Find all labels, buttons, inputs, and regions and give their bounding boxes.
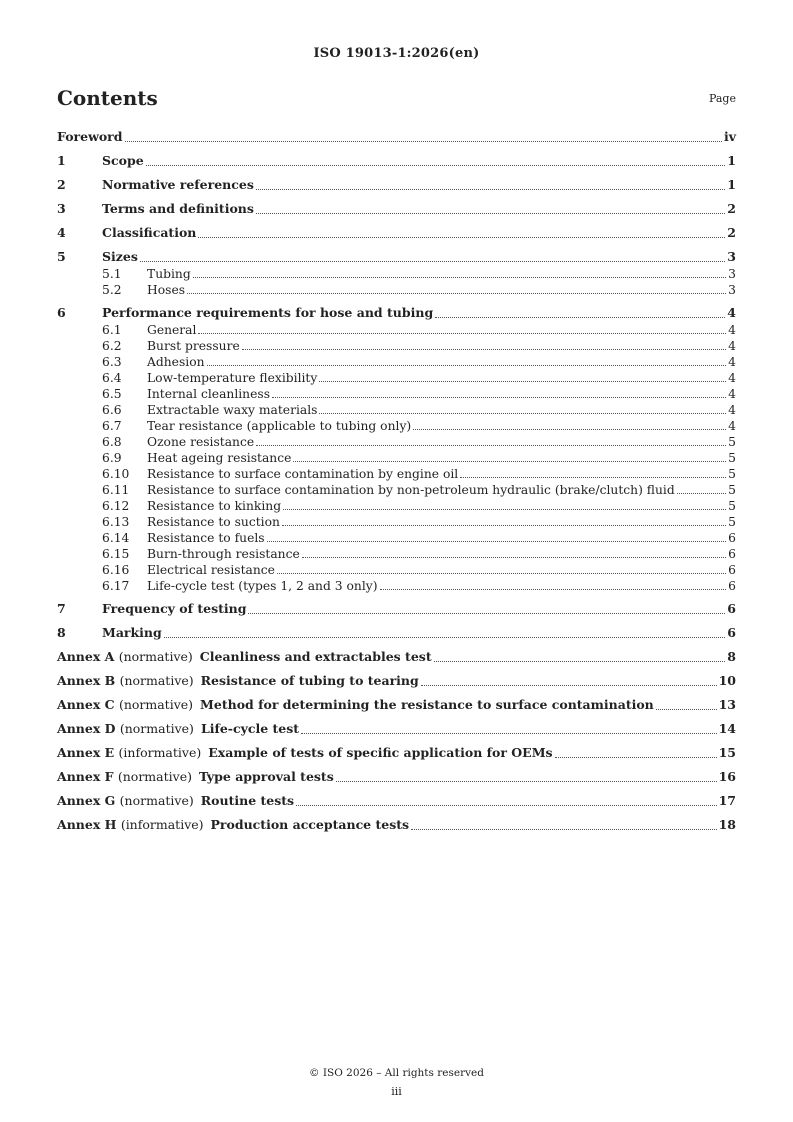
dot-leader (207, 364, 726, 366)
toc-entry-number: 5.2 (102, 283, 122, 297)
toc-entry-number: 7 (57, 601, 66, 616)
toc-entry-page: 4 (728, 387, 736, 401)
toc-entry-page: 15 (718, 745, 736, 760)
toc-entry[interactable] (57, 128, 736, 146)
document-id: ISO 19013-1:2026(en) (313, 46, 480, 61)
copyright-notice: © ISO 2026 – All rights reserved (309, 1067, 484, 1079)
dot-leader (146, 164, 726, 166)
dot-leader (283, 508, 726, 510)
toc-entry[interactable] (57, 304, 736, 322)
toc-entry-page: 5 (728, 483, 736, 497)
toc-entry-number: 6.8 (102, 435, 122, 449)
toc-entry-title: Extractable waxy materials (147, 403, 318, 417)
toc-entry-page: 4 (728, 355, 736, 369)
dot-leader (411, 828, 717, 830)
toc-entry[interactable] (57, 672, 736, 690)
dot-leader (302, 556, 726, 558)
toc-entry-page: 5 (728, 435, 736, 449)
toc-entry-title: Cleanliness and extractables test (199, 649, 432, 664)
toc-entry-page: 4 (728, 419, 736, 433)
toc-entry-page: 6 (728, 579, 736, 593)
toc-entry-page: 6 (728, 531, 736, 545)
toc-entry-title: Burn-through resistance (147, 547, 300, 561)
annex-kind: (informative) (118, 745, 202, 760)
toc-entry-page: 1 (727, 177, 736, 192)
dot-leader (248, 612, 725, 614)
toc-entry-title: Performance requirements for hose and tubing (102, 305, 434, 320)
toc-entry[interactable] (57, 248, 736, 266)
toc-entry[interactable] (57, 744, 736, 762)
dot-leader (282, 524, 726, 526)
toc-entry[interactable] (57, 224, 736, 242)
toc-entry-page: 2 (727, 201, 736, 216)
annex-kind: (normative) (117, 769, 192, 784)
toc-entry-number: 6 (57, 305, 66, 320)
toc-entry-title: Internal cleanliness (147, 387, 270, 401)
toc-entry[interactable] (57, 200, 736, 218)
toc-entry-title: Life-cycle test (200, 721, 300, 736)
dot-leader (256, 444, 726, 446)
toc-entry-title: Heat ageing resistance (147, 451, 292, 465)
toc-entry[interactable] (57, 562, 736, 578)
toc-entry-page: 5 (728, 467, 736, 481)
toc-entry-title: General (147, 323, 197, 337)
dot-leader (164, 636, 726, 638)
toc-entry-number: 6.15 (102, 547, 130, 561)
annex-kind: (normative) (118, 697, 194, 712)
toc-entry-page: 1 (727, 153, 736, 168)
annex-kind: (informative) (120, 817, 204, 832)
toc-entry-number: 6.17 (102, 579, 130, 593)
toc-entry[interactable] (57, 498, 736, 514)
toc-entry-number: 6.16 (102, 563, 130, 577)
toc-entry-title: Tear resistance (applicable to tubing only) (147, 419, 412, 433)
toc-entry-title: Resistance to surface contamination by non-petroleum hydraulic (brake/clutch) fluid (147, 483, 675, 497)
toc-entry-number: 4 (57, 225, 66, 240)
dot-leader (242, 348, 726, 350)
toc-entry-page: 4 (727, 305, 736, 320)
toc-entry-title: Routine tests (200, 793, 295, 808)
toc-entry-page: 6 (728, 547, 736, 561)
toc-entry-page: 6 (727, 625, 736, 640)
dot-leader (656, 708, 717, 710)
toc-entry[interactable] (57, 282, 736, 298)
dot-leader (555, 756, 717, 758)
toc-entry-title: Foreword (57, 129, 123, 144)
toc-entry-page: 16 (718, 769, 736, 784)
contents-heading: Contents (57, 86, 158, 110)
toc-entry-page: 2 (727, 225, 736, 240)
toc-entry[interactable] (57, 816, 736, 834)
dot-leader (434, 660, 726, 662)
annex-label: Annex H (57, 817, 117, 832)
dot-leader (677, 492, 726, 494)
dot-leader (193, 276, 726, 278)
annex-label: Annex B (57, 673, 116, 688)
annex-kind: (normative) (118, 649, 193, 664)
toc-entry-page: 5 (728, 515, 736, 529)
toc-entry[interactable] (57, 530, 736, 546)
toc-entry-page: 4 (728, 403, 736, 417)
toc-entry[interactable] (57, 370, 736, 386)
annex-label: Annex G (57, 793, 116, 808)
toc-entry-title: Marking (102, 625, 162, 640)
toc-entry[interactable] (57, 546, 736, 562)
toc-entry-title: Life-cycle test (types 1, 2 and 3 only) (147, 579, 378, 593)
annex-kind: (normative) (119, 721, 194, 736)
dot-leader (293, 460, 726, 462)
annex-label: Annex E (57, 745, 115, 760)
toc-entry[interactable] (57, 152, 736, 170)
toc-entry-title: Resistance of tubing to tearing (200, 673, 419, 688)
toc-entry-number: 6.1 (102, 323, 122, 337)
toc-entry-title: Production acceptance tests (210, 817, 410, 832)
toc-entry-title: Ozone resistance (147, 435, 255, 449)
toc-entry[interactable] (57, 720, 736, 738)
toc-entry-number: 6.7 (102, 419, 122, 433)
toc-entry[interactable] (57, 624, 736, 642)
dot-leader (319, 380, 726, 382)
toc-entry-title: Scope (102, 153, 144, 168)
toc-entry-page: 13 (718, 697, 736, 712)
toc-entry-page: 3 (728, 267, 736, 281)
toc-entry-number: 8 (57, 625, 66, 640)
toc-entry-page: 8 (727, 649, 736, 664)
dot-leader (421, 684, 717, 686)
toc-entry-number: 6.6 (102, 403, 122, 417)
toc-entry-number: 6.13 (102, 515, 130, 529)
toc-entry-page: 3 (728, 283, 736, 297)
toc-entry-page: 18 (718, 817, 736, 832)
dot-leader (125, 140, 722, 142)
dot-leader (319, 412, 726, 414)
dot-leader (380, 588, 727, 590)
toc-entry-title: Frequency of testing (102, 601, 247, 616)
page-number: iii (391, 1085, 402, 1098)
toc-entry[interactable] (57, 402, 736, 418)
toc-entry-number: 6.3 (102, 355, 122, 369)
toc-entry-page: 5 (728, 499, 736, 513)
toc-entry-page: 5 (728, 451, 736, 465)
dot-leader (140, 260, 725, 262)
toc-entry[interactable] (57, 792, 736, 810)
toc-entry-number: 6.2 (102, 339, 122, 353)
toc-entry-number: 6.9 (102, 451, 122, 465)
annex-kind: (normative) (119, 793, 194, 808)
toc-entry-title: Resistance to surface contamination by engine oil (147, 467, 459, 481)
toc-entry[interactable] (57, 466, 736, 482)
toc-entry-number: 5 (57, 249, 66, 264)
toc-entry[interactable] (57, 338, 736, 354)
toc-entry[interactable] (57, 514, 736, 530)
toc-entry-page: 10 (718, 673, 736, 688)
toc-entry[interactable] (57, 696, 736, 714)
dot-leader (267, 540, 726, 542)
annex-kind: (normative) (119, 673, 194, 688)
toc-entry-title: Tubing (147, 267, 191, 281)
dot-leader (256, 212, 725, 214)
annex-label: Annex A (57, 649, 115, 664)
toc-entry-number: 6.11 (102, 483, 130, 497)
dot-leader (198, 236, 725, 238)
dot-leader (277, 572, 726, 574)
dot-leader (435, 316, 725, 318)
toc-entry[interactable] (57, 386, 736, 402)
toc-entry[interactable] (57, 434, 736, 450)
toc-entry-page: 6 (727, 601, 736, 616)
toc-entry-title: Resistance to fuels (147, 531, 265, 545)
toc-entry[interactable] (57, 600, 736, 618)
toc-entry-title: Terms and definitions (102, 201, 254, 216)
toc-entry-title: Resistance to suction (147, 515, 280, 529)
toc-entry-title: Example of tests of specific application for OEMs (208, 745, 553, 760)
dot-leader (256, 188, 725, 190)
dot-leader (187, 292, 726, 294)
toc-entry-number: 6.12 (102, 499, 130, 513)
toc-entry-number: 6.10 (102, 467, 130, 481)
toc-entry-page: iv (723, 129, 736, 144)
toc-entry[interactable] (57, 354, 736, 370)
toc-entry-number: 6.5 (102, 387, 122, 401)
toc-entry[interactable] (57, 648, 736, 666)
toc-entry[interactable] (57, 768, 736, 786)
toc-entry-title: Type approval tests (198, 769, 334, 784)
toc-entry-number: 6.14 (102, 531, 130, 545)
toc-entry-title: Hoses (147, 283, 186, 297)
toc-entry-page: 4 (728, 371, 736, 385)
toc-entry-number: 5.1 (102, 267, 122, 281)
dot-leader (301, 732, 717, 734)
dot-leader (336, 780, 717, 782)
toc-entry-title: Low-temperature flexibility (147, 371, 318, 385)
dot-leader (460, 476, 726, 478)
toc-entry-number: 2 (57, 177, 66, 192)
toc-entry-page: 6 (728, 563, 736, 577)
toc-entry-page: 3 (727, 249, 736, 264)
page-column-label: Page (708, 92, 736, 105)
toc-entry-number: 6.4 (102, 371, 122, 385)
table-of-contents (57, 128, 736, 834)
annex-label: Annex F (57, 769, 114, 784)
toc-entry-page: 4 (728, 323, 736, 337)
toc-entry-title: Electrical resistance (147, 563, 275, 577)
toc-entry-title: Resistance to kinking (147, 499, 282, 513)
toc-entry[interactable] (57, 482, 736, 498)
annex-label: Annex D (57, 721, 116, 736)
toc-entry-page: 14 (718, 721, 736, 736)
toc-entry-title: Classification (102, 225, 197, 240)
dot-leader (272, 396, 726, 398)
dot-leader (198, 332, 726, 334)
toc-entry[interactable] (57, 266, 736, 282)
toc-entry-number: 3 (57, 201, 66, 216)
toc-entry-title: Method for determining the resistance to surface contamination (200, 697, 654, 712)
toc-entry-title: Sizes (102, 249, 138, 264)
dot-leader (413, 428, 726, 430)
toc-entry-title: Adhesion (147, 355, 205, 369)
toc-entry-title: Burst pressure (147, 339, 240, 353)
dot-leader (296, 804, 717, 806)
toc-entry[interactable] (57, 450, 736, 466)
toc-entry[interactable] (57, 418, 736, 434)
toc-entry[interactable] (57, 176, 736, 194)
toc-entry-page: 17 (718, 793, 736, 808)
toc-entry[interactable] (57, 578, 736, 594)
annex-label: Annex C (57, 697, 115, 712)
toc-entry-page: 4 (728, 339, 736, 353)
toc-entry[interactable] (57, 322, 736, 338)
toc-entry-title: Normative references (102, 177, 254, 192)
toc-entry-number: 1 (57, 153, 66, 168)
